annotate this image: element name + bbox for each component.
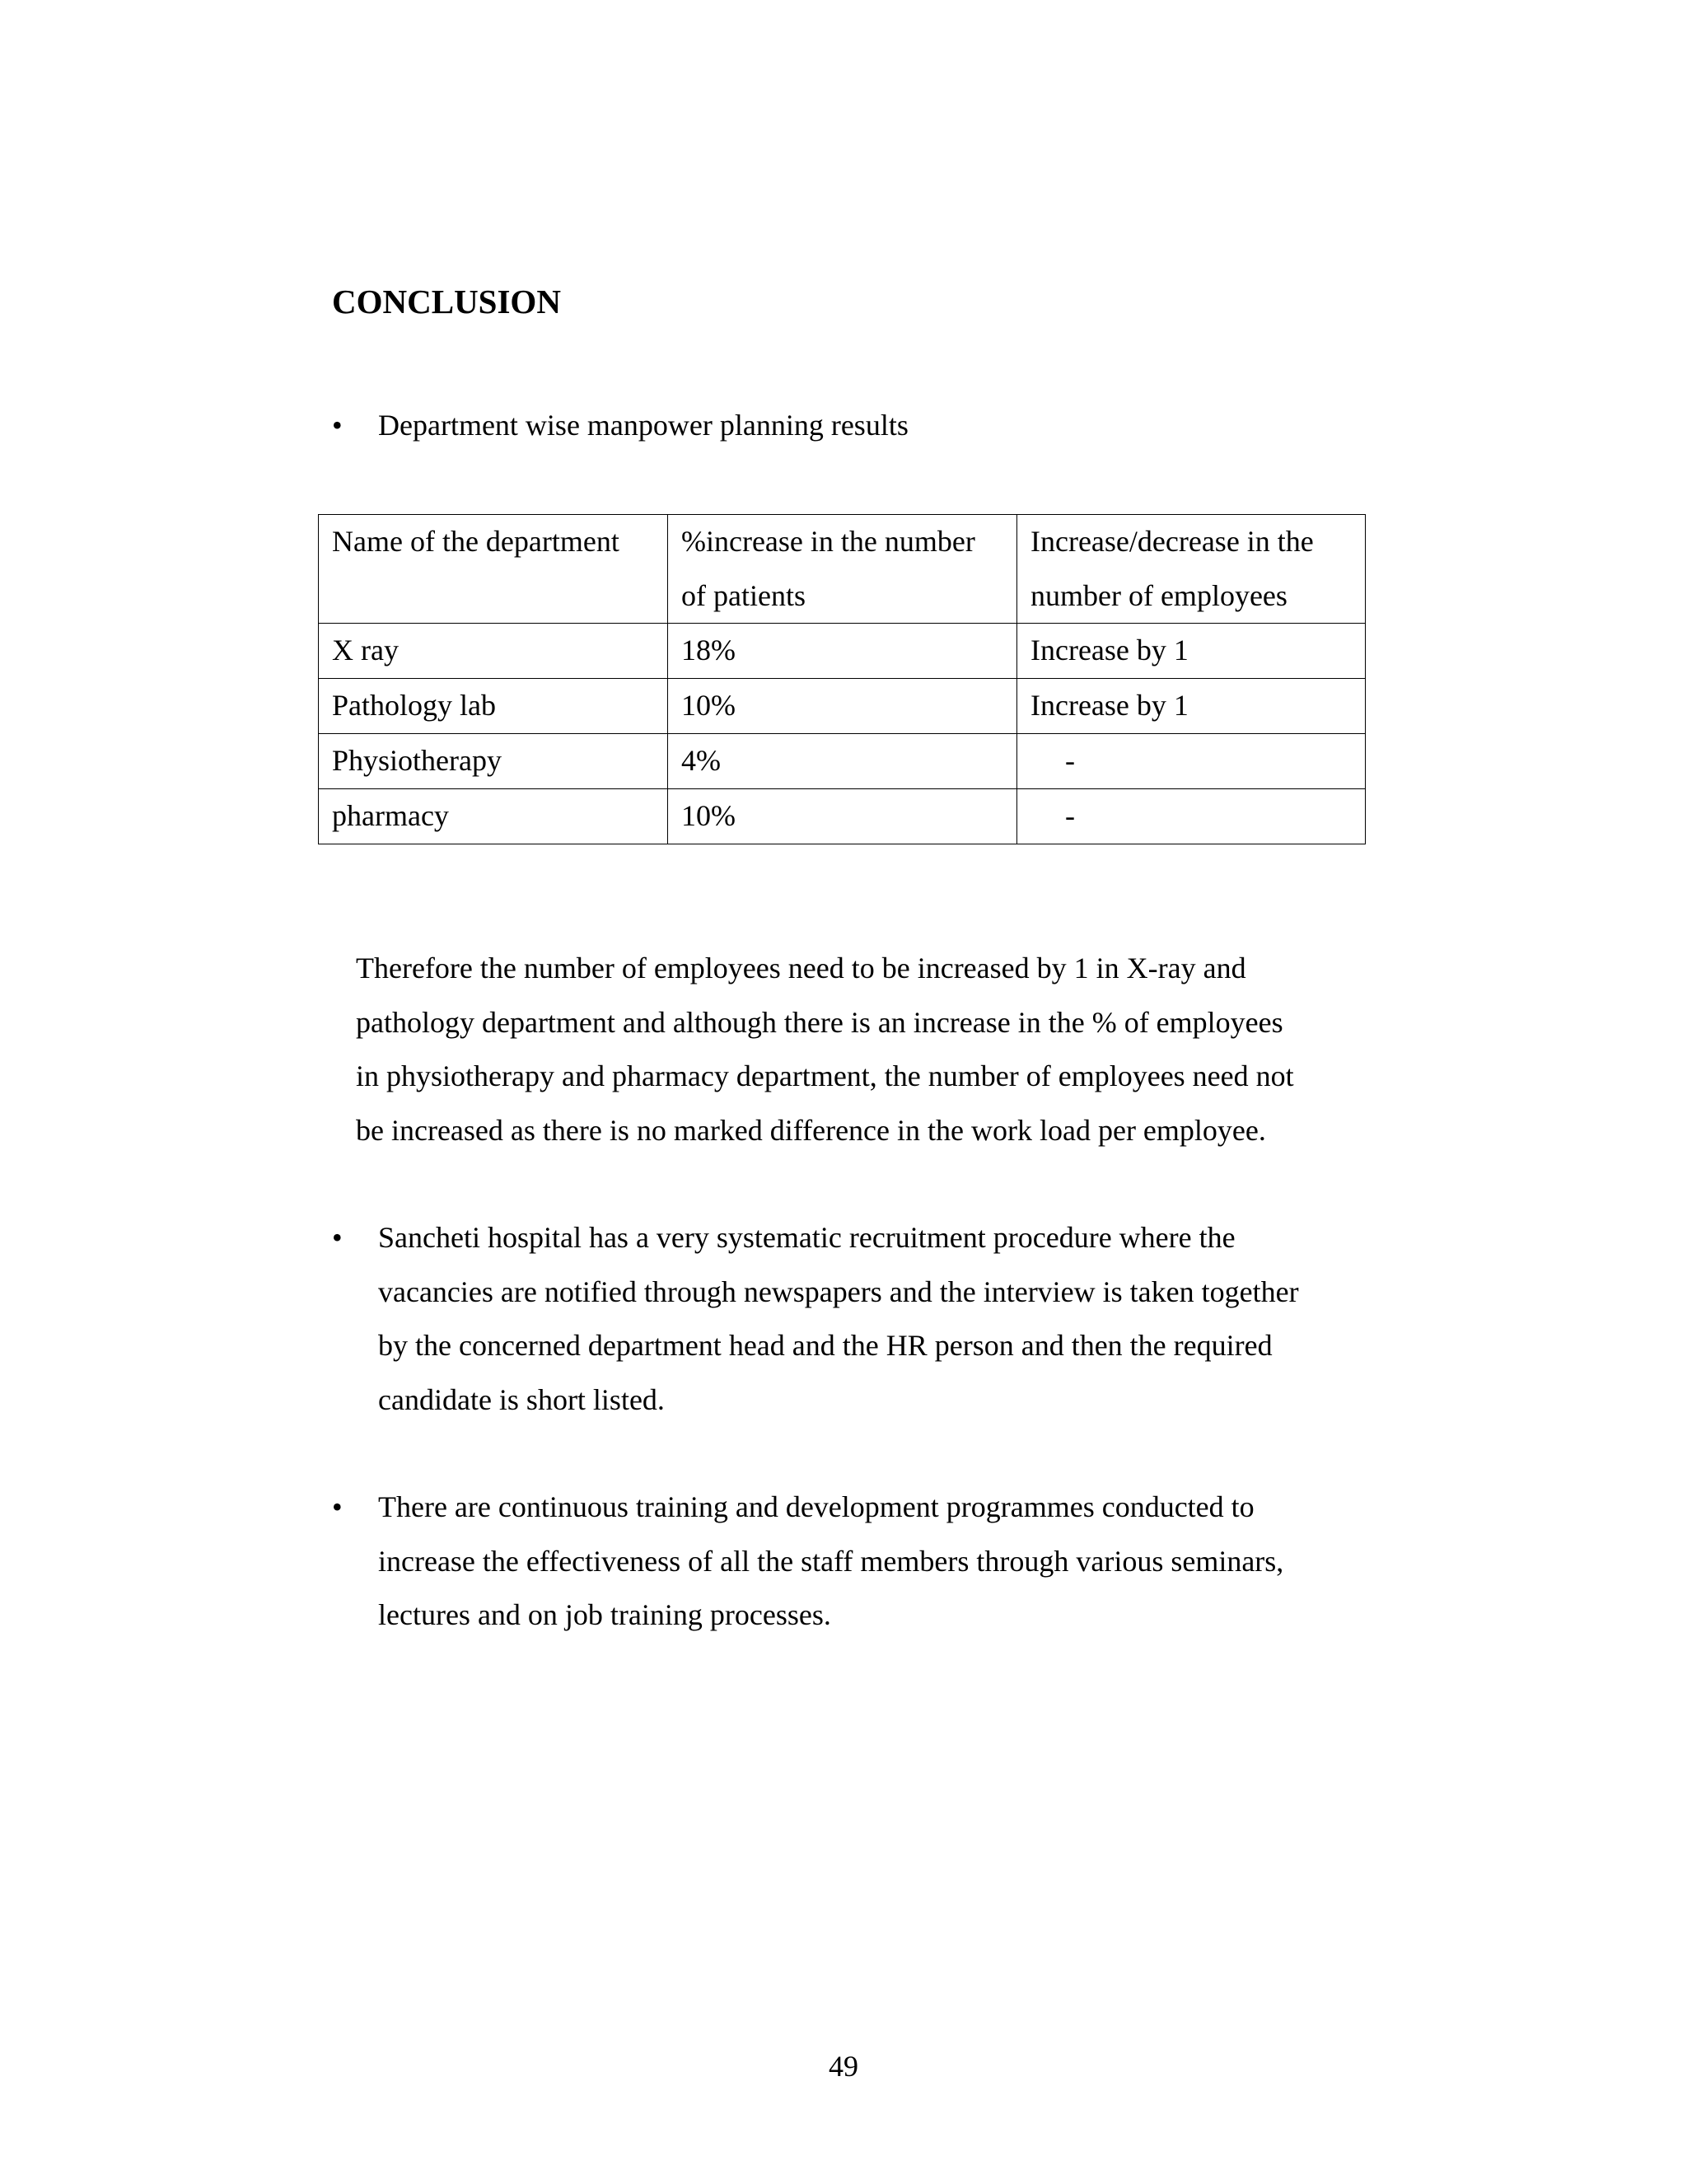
bullet-line: vacancies are notified through newspapers and the interview is taken together (378, 1274, 1299, 1308)
table-cell: 10% (668, 679, 1017, 734)
table-header-cell (1017, 515, 1366, 624)
table-header-row (319, 515, 1366, 624)
table-cell (1017, 789, 1366, 844)
bullet-item-intro (332, 399, 1403, 456)
table-row (319, 789, 1366, 844)
bullet-line: by the concerned department head and the HR person and then the required (378, 1329, 1273, 1362)
bullet-icon: • (332, 1490, 343, 1523)
table-cell: pharmacy (319, 789, 668, 844)
bullet-item-recruitment (332, 1211, 1403, 1433)
conclusion-paragraph (356, 942, 1377, 1157)
paragraph-line: in physiotherapy and pharmacy department, the number of employees need not (356, 1059, 1294, 1092)
table-cell: 4% (668, 734, 1017, 789)
table-cell-dash: - (1065, 799, 1075, 832)
department-table (318, 514, 1366, 844)
bullet-text: Department wise manpower planning results (378, 409, 909, 442)
bullet-line: increase the effectiveness of all the staff members through various seminars, (378, 1544, 1284, 1578)
table-cell: X ray (319, 624, 668, 679)
bullet-text (378, 1480, 1367, 1643)
header-line: Name of the department (332, 525, 619, 558)
bullet-text (378, 1211, 1367, 1427)
header-line: number of employees (1030, 578, 1287, 612)
table-header-cell (319, 515, 668, 624)
paragraph-line: be increased as there is no marked difference in the work load per employee. (356, 1113, 1266, 1147)
bullet-line: There are continuous training and development programmes conducted to (378, 1490, 1255, 1523)
paragraph-line: Therefore the number of employees need to be increased by 1 in X-ray and (356, 952, 1246, 984)
bullet-line: candidate is short listed. (378, 1382, 665, 1416)
bullet-icon: • (332, 409, 343, 442)
table-cell: 10% (668, 789, 1017, 844)
bullet-line: Sancheti hospital has a very systematic recruitment procedure where the (378, 1221, 1236, 1254)
table-row (319, 624, 1366, 679)
table-row (319, 679, 1366, 734)
table-cell: Physiotherapy (319, 734, 668, 789)
paragraph-line: pathology department and although there is an increase in the % of employees (356, 1005, 1283, 1039)
table-cell (1017, 734, 1366, 789)
table-cell: Pathology lab (319, 679, 668, 734)
table-cell: Increase by 1 (1017, 624, 1366, 679)
page-title: CONCLUSION (332, 283, 561, 320)
header-line: Increase/decrease in the (1030, 525, 1314, 558)
bullet-item-training (332, 1480, 1403, 1653)
bullet-line: lectures and on job training processes. (378, 1598, 831, 1631)
table-header-cell (668, 515, 1017, 624)
page-number: 49 (829, 2050, 858, 2083)
table-cell-dash: - (1065, 744, 1075, 777)
table-cell: Increase by 1 (1017, 679, 1366, 734)
table-row (319, 734, 1366, 789)
table-cell: 18% (668, 624, 1017, 679)
header-line: of patients (681, 578, 806, 612)
header-line: %increase in the number (681, 525, 975, 558)
bullet-icon: • (332, 1221, 343, 1254)
